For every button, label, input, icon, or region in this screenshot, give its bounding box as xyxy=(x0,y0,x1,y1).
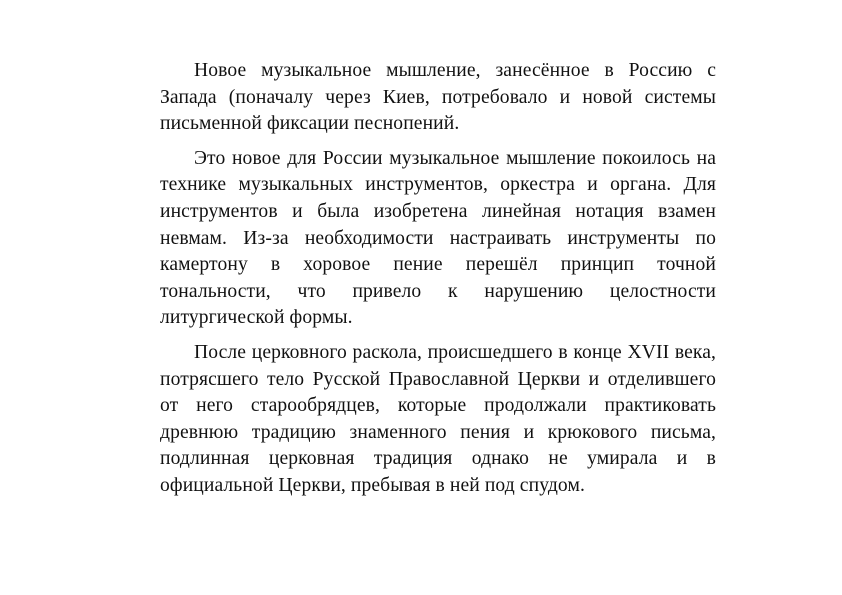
paragraph-1: Новое музыкальное мышление, занесённое в Россию с Запада (поначалу через Киев, потребовало и новой системы письменной фиксации песнопений. xyxy=(160,60,716,135)
body-text xyxy=(160,58,716,508)
paragraph-3: После церковного раскола, происшедшего в конце XVII века, потрясшего тело Русской Православной Церкви и отделившего от него старообрядцев, которые продолжали практиковать древнюю традицию знаменного пения и крюкового письма, подлинная церковная традиция однако не умирала и в официальной Церкви, пребывая в ней под спудом. xyxy=(160,341,716,496)
paragraph-2: Это новое для России музыкальное мышление покоилось на технике музыкальных инструментов, оркестра и органа. Для инструментов и была изобретена линейная нотация взамен невмам. Из-за необходимости настраивать инструменты по камертону в хоровое пение перешёл принцип точной тональности, что привело к нарушению целостности литургической формы. xyxy=(160,147,716,329)
